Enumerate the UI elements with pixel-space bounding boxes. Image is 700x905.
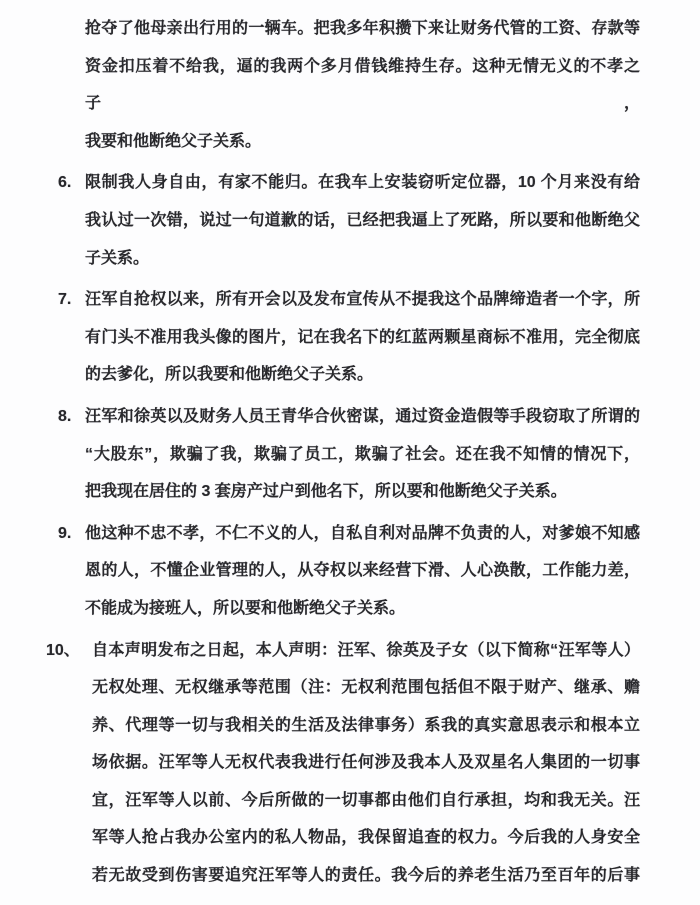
text-line: 养、代理等一切与我相关的生活及法律事务）系我的真实意思表示和根本立 xyxy=(92,716,640,734)
text-line: 场依据。汪军等人无权代表我进行任何涉及我本人及双星名人集团的一切事 xyxy=(92,754,640,772)
numbered-paragraph xyxy=(0,632,700,895)
numbered-paragraph xyxy=(0,398,700,511)
text-line: 子关系。 xyxy=(85,249,150,267)
text-line: 恩的人，不懂企业管理的人，从夺权以来经营下滑、人心涣散，工作能力差， xyxy=(85,562,640,580)
list-number: 10、 xyxy=(46,641,80,659)
text-line: 汪军和徐英以及财务人员王青华合伙密谋，通过资金造假等手段窃取了所谓的 xyxy=(85,407,640,425)
text-line: 我要和他断绝父子关系。 xyxy=(85,132,262,150)
text-line: 限制我人身自由，有家不能归。在我车上安装窃听定位器，10 个月来没有给 xyxy=(85,174,640,192)
text-line: “大股东”，欺骗了我，欺骗了员工，欺骗了社会。还在我不知情的情况下， xyxy=(85,445,640,463)
text-line: 自本声明发布之日起，本人声明：汪军、徐英及子女（以下简称“汪军等人） xyxy=(92,641,640,659)
text-line: 资金扣压着不给我，逼的我两个多月借钱维持生存。这种无情无义的不孝之子， xyxy=(85,57,640,113)
list-number: 7. xyxy=(58,291,72,309)
text-line: 的去爹化，所以我要和他断绝父子关系。 xyxy=(85,366,374,384)
numbered-paragraph xyxy=(0,281,700,394)
text-line: 他这种不忠不孝，不仁不义的人，自私自利对品牌不负责的人，对爹娘不知感 xyxy=(85,524,640,542)
text-line: 把我现在居住的 3 套房产过户到他名下，所以要和他断绝父子关系。 xyxy=(85,483,567,501)
text-line: 若无故受到伤害要追究汪军等人的责任。我今后的养老生活乃至百年的后事 xyxy=(92,867,640,885)
text-line: 宜，汪军等人以前、今后所做的一切事都由他们自行承担，均和我无关。汪 xyxy=(92,791,640,809)
text-line: 抢夺了他母亲出行用的一辆车。把我多年积攒下来让财务代管的工资、存款等 xyxy=(85,20,640,37)
text-line: 我认过一次错，说过一句道歉的话，已经把我逼上了死路，所以要和他断绝父 xyxy=(85,211,640,229)
text-line: 汪军自抢权以来，所有开会以及发布宣传从不提我这个品牌缔造者一个字，所 xyxy=(85,291,640,309)
list-number: 9. xyxy=(58,524,72,542)
text-line: 军等人抢占我办公室内的私人物品，我保留追查的权力。今后我的人身安全 xyxy=(92,829,640,847)
paragraph-continuation xyxy=(0,10,700,160)
text-line: 有门头不准用我头像的图片，记在我名下的红蓝两颗星商标不准用，完全彻底 xyxy=(85,328,640,346)
numbered-paragraph xyxy=(0,515,700,628)
numbered-paragraph xyxy=(0,164,700,277)
list-number: 8. xyxy=(58,407,72,425)
text-line: 无权处理、无权继承等范围（注：无权利范围包括但不限于财产、继承、赡 xyxy=(92,679,640,697)
text-line: 不能成为接班人，所以要和他断绝父子关系。 xyxy=(85,599,406,617)
list-number: 6. xyxy=(58,174,72,192)
